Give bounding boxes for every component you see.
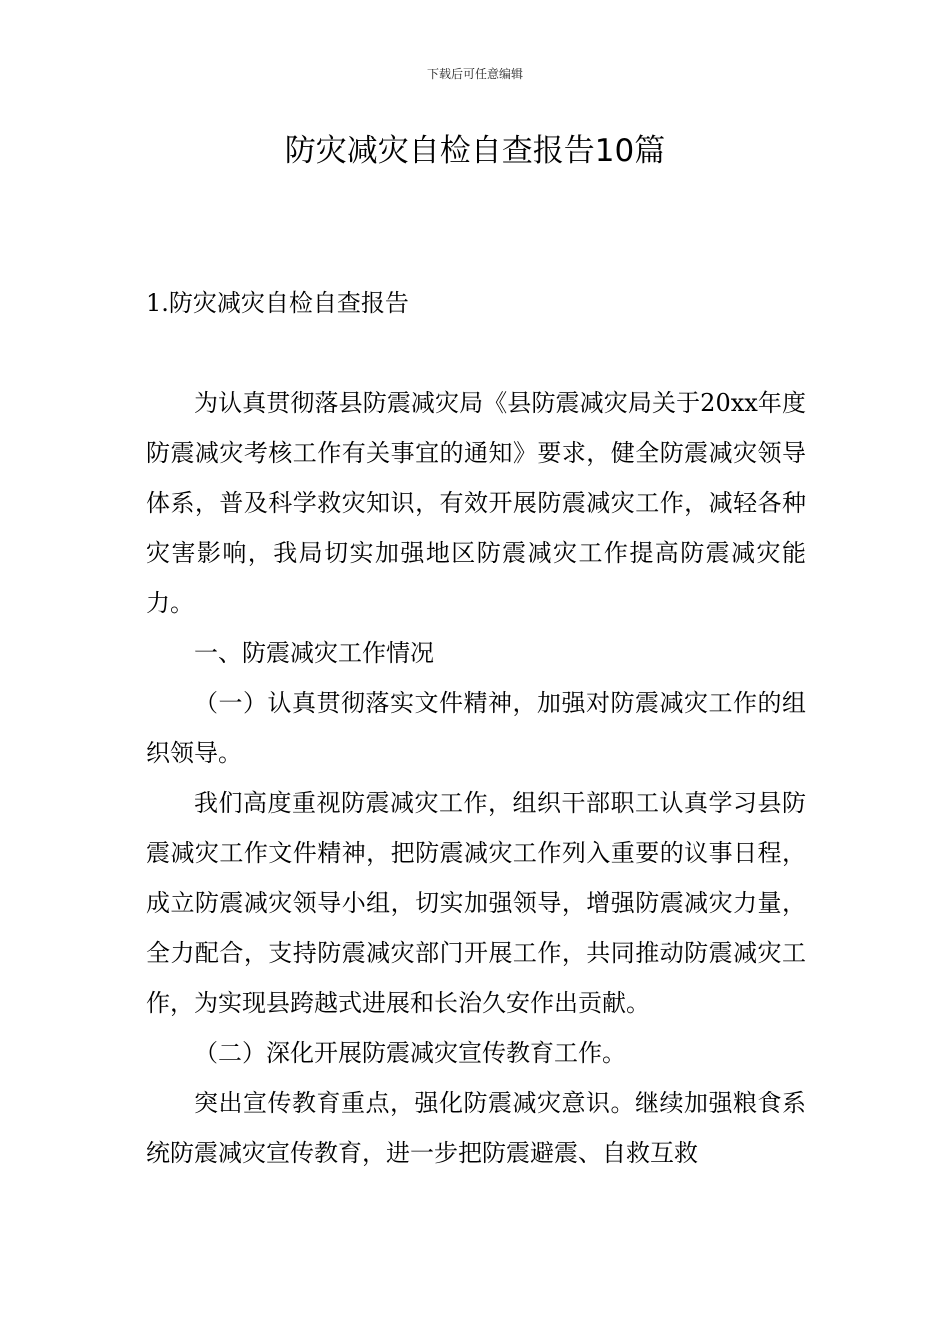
spacer [146, 328, 806, 378]
subheading-one: （一）认真贯彻落实文件精神，加强对防震减灾工作的组织领导。 [146, 689, 806, 767]
document-body [146, 278, 806, 1178]
paragraph-intro: 为认真贯彻落县防震减灾局《县防震减灾局关于20xx年度防震减灾考核工作有关事宜的通知》要求，健全防震减灾领导体系，普及科学救灾知识，有效开展防震减灾工作，减轻各种灾害影响，我局切实加强地区防震减灾工作提高防震减灾能力。 [146, 389, 806, 617]
paragraph-education: 突出宣传教育重点，强化防震减灾意识。继续加强粮食系统防震减灾宣传教育，进一步把防震避震、自救互救 [146, 1089, 806, 1167]
heading-work-situation: 一、防震减灾工作情况 [194, 639, 434, 667]
paragraph-leadership: 我们高度重视防震减灾工作，组织干部职工认真学习县防震减灾工作文件精神，把防震减灾工作列入重要的议事日程，成立防震减灾领导小组，切实加强领导，增强防震减灾力量，全力配合，支持防震减灾部门开展工作，共同推动防震减灾工作，为实现县跨越式进展和长治久安作出贡献。 [146, 789, 806, 1017]
document-title: 防灾减灾自检自查报告10篇 [284, 133, 666, 169]
subheading-two: （二）深化开展防震减灾宣传教育工作。 [194, 1039, 626, 1067]
section-heading: 1.防灾减灾自检自查报告 [146, 289, 409, 317]
header-note: 下载后可任意编辑 [426, 67, 523, 81]
